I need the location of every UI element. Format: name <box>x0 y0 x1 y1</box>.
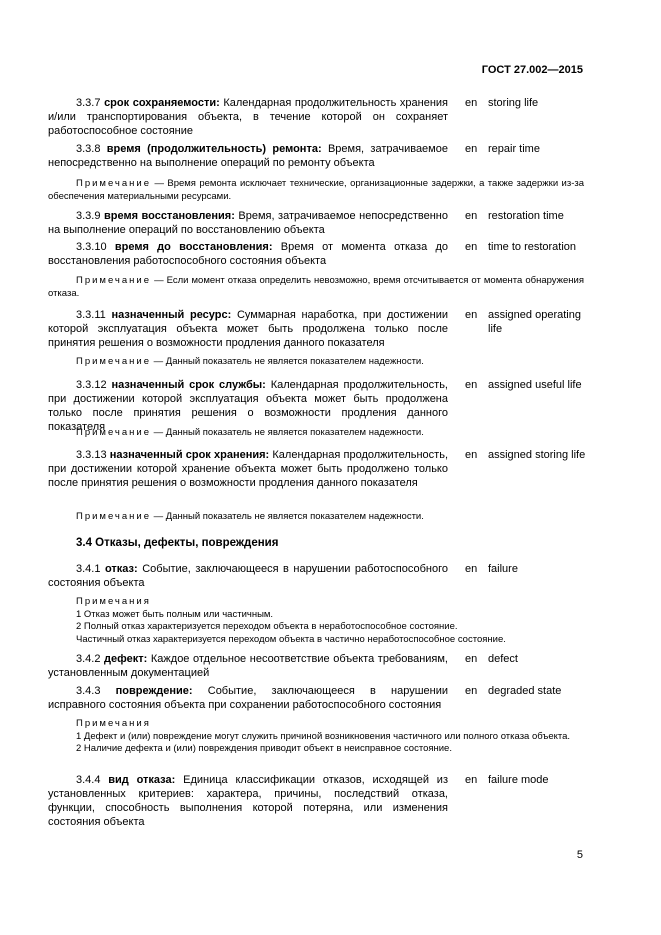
note-restoration <box>48 275 584 300</box>
note-repair <box>48 178 584 203</box>
en-label: en <box>465 241 478 253</box>
term-definition: Время, затрачиваемое непосредственно на выполнение операций по восстановлению объекта <box>48 210 448 236</box>
en-label: en <box>465 449 478 461</box>
term-definition: Время, затрачиваемое непосредственно на выполнение операций по ремонту объекта <box>48 143 448 169</box>
term-3-4-1 <box>48 562 448 590</box>
note-item: 2 Полный отказ характеризуется переходом объекта в неработоспособное состояние. <box>76 621 458 632</box>
term-definition: Календарная продолжительность, при достижении которой хранение объекта может быть продолжено только после принятия решения о возможности продления данного показателя <box>48 449 449 489</box>
note-item: Частичный отказ характеризуется переходом объекта в частично неработоспособное состояние. <box>76 633 506 645</box>
term-number: 3.4.1 <box>76 563 101 575</box>
en-term: failure <box>488 563 518 575</box>
en-label: en <box>465 97 478 109</box>
term-title: срок сохраняемости: <box>104 97 220 109</box>
term-title: вид отказа: <box>108 774 176 786</box>
en-term: assigned useful life <box>488 379 582 391</box>
en-term: time to restoration <box>488 241 577 253</box>
term-definition: Единица классификации отказов, исходящей из установленных критериев: характера, причины, последствий отказа, функции, способность выполнения которой потеряна, или изменения состояния объекта <box>48 774 448 828</box>
term-number: 3.3.11 <box>76 309 106 321</box>
note-text: — Данный показатель не является показателем надежности. <box>153 427 424 438</box>
note-item: 1 Дефект и (или) повреждение могут служить причиной возникновения частичного или полного отказа объекта. <box>76 730 571 742</box>
term-3-3-7 <box>48 96 448 138</box>
page-number: 5 <box>576 849 583 861</box>
en-label: en <box>465 653 478 665</box>
term-number: 3.3.13 <box>76 449 107 461</box>
en-label: en <box>465 309 478 321</box>
en-term: assigned operating life <box>488 309 581 335</box>
term-definition: Календарная продолжительность хранения и/или транспортирования объекта, в течение которой он сохраняет работоспособное состояние <box>48 97 449 137</box>
en-label: en <box>465 563 478 575</box>
note-storage <box>48 511 584 524</box>
note-text: — Данный показатель не является показателем надежности. <box>153 511 424 522</box>
term-3-3-10 <box>48 240 448 268</box>
term-title: время восстановления: <box>103 210 235 222</box>
term-definition: Каждое отдельное несоответствие объекта требованиям, установленным документацией <box>48 653 448 679</box>
term-title: отказ: <box>104 563 138 575</box>
term-number: 3.3.7 <box>76 97 101 109</box>
term-definition: Событие, заключающееся в нарушении исправного состояния объекта при сохранении работоспособного состояния <box>48 685 448 711</box>
note-label: Примечание <box>76 427 151 438</box>
term-number: 3.4.2 <box>76 653 101 665</box>
en-term: degraded state <box>488 685 562 697</box>
term-3-3-9 <box>48 209 448 237</box>
term-number: 3.4.3 <box>76 685 101 697</box>
term-definition: Суммарная наработка, при достижении которой эксплуатация объекта может быть продолжена только после принятия решения о возможности продления данного показателя <box>48 309 449 349</box>
section-heading: 3.4 Отказы, дефекты, повреждения <box>76 537 279 549</box>
note-label: Примечание <box>76 178 151 189</box>
en-label: en <box>465 379 478 391</box>
note-text: — Время ремонта исключает технические, организационные задержки, а также задержки из-за обеспечения материальными ресурсами. <box>48 178 585 202</box>
en-term: repair time <box>488 143 540 155</box>
en-label: en <box>465 143 478 155</box>
term-title: назначенный срок службы: <box>111 379 266 391</box>
note-item: 2 Наличие дефекта и (или) повреждения приводит объект в неисправное состояние. <box>76 743 452 754</box>
term-title: назначенный ресурс: <box>111 309 232 321</box>
term-title: назначенный срок хранения: <box>109 449 270 461</box>
notes-damage <box>76 718 584 756</box>
term-3-4-3 <box>48 684 448 712</box>
note-service <box>48 427 584 440</box>
term-number: 3.3.12 <box>76 379 107 391</box>
term-number: 3.3.8 <box>76 143 101 155</box>
note-text: — Данный показатель не является показателем надежности. <box>153 356 424 367</box>
en-term: failure mode <box>488 774 549 786</box>
note-resource <box>48 356 584 369</box>
term-definition: Календарная продолжительность, при достижении которой эксплуатация объекта может быть продолжена только после принятия решения о возможности продления данного показателя <box>48 379 448 433</box>
notes-label: Примечания <box>76 596 151 607</box>
term-title: время (продолжительность) ремонта: <box>106 143 322 155</box>
note-label: Примечание <box>76 275 151 286</box>
term-number: 3.3.9 <box>76 210 101 222</box>
notes-label: Примечания <box>76 718 151 729</box>
term-number: 3.4.4 <box>76 774 101 786</box>
en-term: restoration time <box>488 210 564 222</box>
term-3-4-4 <box>48 773 448 829</box>
term-3-4-2 <box>48 652 448 680</box>
term-title: время до восстановления: <box>114 241 273 253</box>
en-term: assigned storing life <box>488 449 586 461</box>
term-3-3-13 <box>48 448 448 490</box>
note-label: Примечание <box>76 356 151 367</box>
en-term: storing life <box>488 97 539 109</box>
en-label: en <box>465 685 478 697</box>
term-title: дефект: <box>104 653 148 665</box>
term-definition: Событие, заключающееся в нарушении работоспособного состояния объекта <box>48 563 448 589</box>
term-title: повреждение: <box>115 685 193 697</box>
note-item: 1 Отказ может быть полным или частичным. <box>76 608 274 620</box>
term-3-3-11 <box>48 308 448 350</box>
note-label: Примечание <box>76 511 151 522</box>
term-3-3-12 <box>48 378 448 434</box>
term-definition: Время от момента отказа до восстановления работоспособного состояния объекта <box>48 241 449 267</box>
notes-failure <box>76 596 584 646</box>
document-header: ГОСТ 27.002—2015 <box>481 64 583 76</box>
en-label: en <box>465 210 478 222</box>
en-label: en <box>465 774 478 786</box>
note-text: — Если момент отказа определить невозможно, время отсчитывается от момента обнаружения отказа. <box>48 275 584 299</box>
term-3-3-8 <box>48 142 448 170</box>
term-number: 3.3.10 <box>76 241 107 253</box>
en-term: defect <box>488 653 518 665</box>
